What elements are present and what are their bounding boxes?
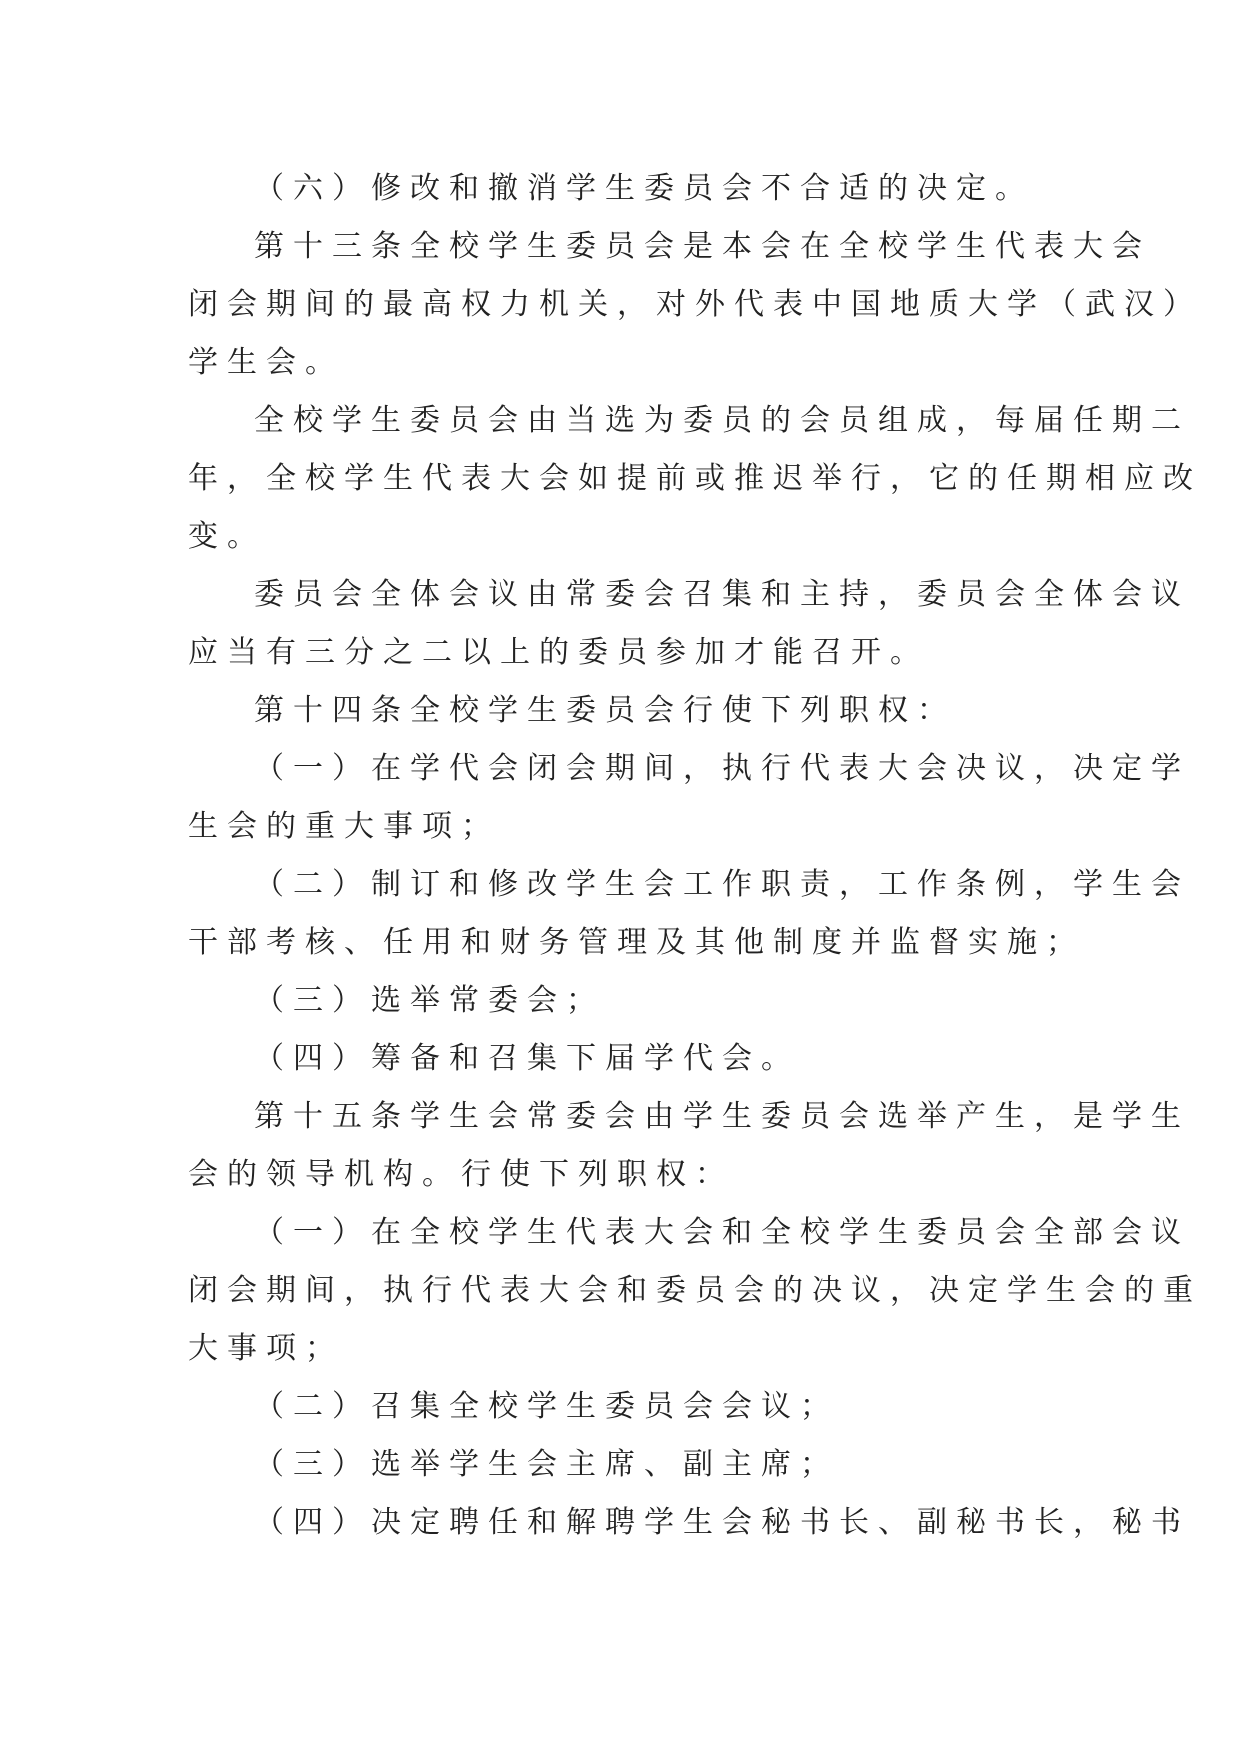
text-line: （二）召集全校学生委员会会议； bbox=[254, 1389, 839, 1424]
text-line: （一）在学代会闭会期间，执行代表大会决议，决定学 bbox=[254, 751, 1190, 786]
text-line: 大事项； bbox=[188, 1331, 344, 1366]
text-line: （三）选举常委会； bbox=[254, 983, 605, 1018]
text-line: （一）在全校学生代表大会和全校学生委员会全部会议 bbox=[254, 1215, 1190, 1250]
text-line: 学生会。 bbox=[188, 345, 344, 380]
text-line: （三）选举学生会主席、副主席； bbox=[254, 1447, 839, 1482]
text-line: 干部考核、任用和财务管理及其他制度并监督实施； bbox=[188, 925, 1085, 960]
text-line: 生会的重大事项； bbox=[188, 809, 500, 844]
text-line: 应当有三分之二以上的委员参加才能召开。 bbox=[188, 635, 929, 670]
text-line: 变。 bbox=[188, 519, 266, 554]
text-line: 第十三条全校学生委员会是本会在全校学生代表大会 bbox=[254, 229, 1151, 264]
document-body bbox=[188, 160, 1202, 1552]
text-line: 委员会全体会议由常委会召集和主持，委员会全体会议 bbox=[254, 577, 1190, 612]
text-line: （四）决定聘任和解聘学生会秘书长、副秘书长，秘书 bbox=[254, 1505, 1190, 1540]
text-line: （二）制订和修改学生会工作职责，工作条例，学生会 bbox=[254, 867, 1190, 902]
text-line: 会的领导机构。行使下列职权： bbox=[188, 1157, 734, 1192]
text-line: 全校学生委员会由当选为委员的会员组成，每届任期二 bbox=[254, 403, 1190, 438]
text-line: 第十五条学生会常委会由学生委员会选举产生，是学生 bbox=[254, 1099, 1190, 1134]
text-line: 年，全校学生代表大会如提前或推迟举行，它的任期相应改 bbox=[188, 461, 1202, 496]
text-line: 闭会期间的最高权力机关，对外代表中国地质大学（武汉） bbox=[188, 287, 1202, 322]
text-line: （四）筹备和召集下届学代会。 bbox=[254, 1041, 800, 1076]
text-line: 闭会期间，执行代表大会和委员会的决议，决定学生会的重 bbox=[188, 1273, 1202, 1308]
text-line: （六）修改和撤消学生委员会不合适的决定。 bbox=[254, 171, 1034, 206]
text-line: 第十四条全校学生委员会行使下列职权： bbox=[254, 693, 956, 728]
